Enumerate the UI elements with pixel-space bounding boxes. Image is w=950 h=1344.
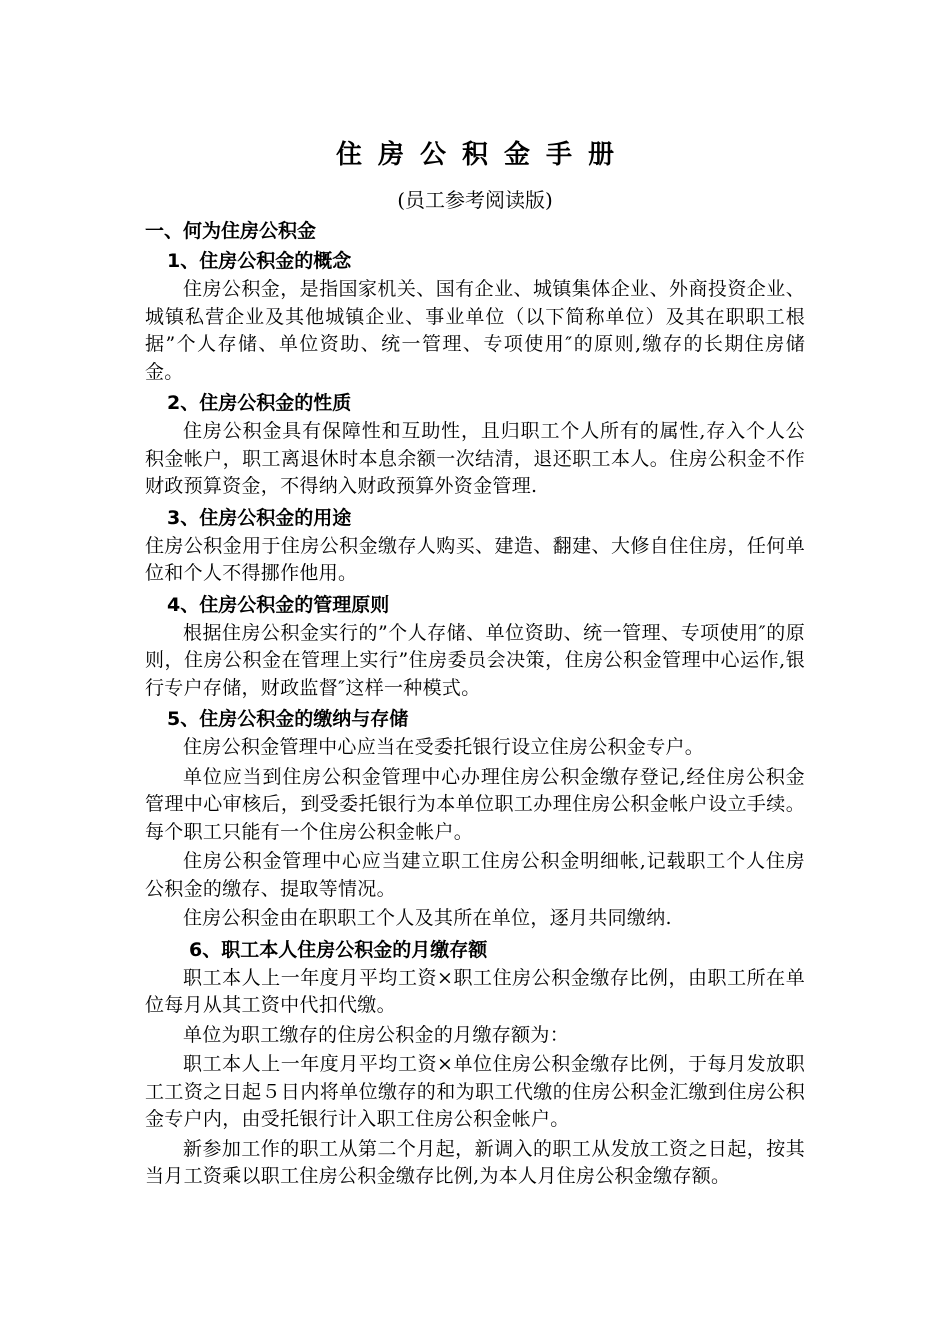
paragraph: 新参加工作的职工从第二个月起，新调入的职工从发放工资之日起，按其当月工资乘以职工住房公积金缴存比例,为本人月住房公积金缴存额。 bbox=[145, 1137, 805, 1187]
paragraph: 住房公积金由在职职工个人及其所在单位，逐月共同缴纳. bbox=[183, 907, 672, 929]
paragraph: 住房公积金管理中心应当建立职工住房公积金明细帐,记载职工个人住房公积金的缴存、提取等情况。 bbox=[145, 850, 805, 900]
section-heading-1: 一、何为住房公积金 bbox=[145, 220, 317, 242]
paragraph: 职工本人上一年度月平均工资×职工住房公积金缴存比例，由职工所在单位每月从其工资中代扣代缴。 bbox=[145, 966, 805, 1016]
paragraph: 住房公积金管理中心应当在受委托银行设立住房公积金专户。 bbox=[183, 736, 705, 758]
paragraph: 住房公积金，是指国家机关、国有企业、城镇集体企业、外商投资企业、城镇私营企业及其他城镇企业、事业单位（以下简称单位）及其在职职工根据”个人存储、单位资助、统一管理、专项使用″的原则,缴存的长期住房储金。 bbox=[145, 278, 805, 383]
subsection-heading-2: 2、住房公积金的性质 bbox=[167, 392, 352, 414]
document-subtitle: (员工参考阅读版) bbox=[397, 188, 553, 212]
paragraph: 单位为职工缴存的住房公积金的月缴存额为： bbox=[183, 1023, 570, 1046]
subsection-heading-6: 6、职工本人住房公积金的月缴存额 bbox=[189, 938, 488, 961]
paragraph: 职工本人上一年度月平均工资×单位住房公积金缴存比例，于每月发放职工工资之日起５日内将单位缴存的和为职工代缴的住房公积金汇缴到住房公积金专户内，由受托银行计入职工住房公积金帐户。 bbox=[145, 1053, 805, 1130]
paragraph: 根据住房公积金实行的”个人存储、单位资助、统一管理、专项使用″的原则，住房公积金在管理上实行”住房委员会决策，住房公积金管理中心运作,银行专户存储，财政监督″这样一种模式。 bbox=[145, 621, 805, 699]
document-body bbox=[145, 138, 805, 1193]
document-title: 住房公积金手册 bbox=[335, 140, 630, 170]
paragraph: 住房公积金用于住房公积金缴存人购买、建造、翻建、大修自住住房，任何单位和个人不得挪作他用。 bbox=[145, 534, 805, 584]
subsection-heading-4: 4、住房公积金的管理原则 bbox=[167, 593, 390, 616]
subsection-heading-3: 3、住房公积金的用途 bbox=[167, 506, 352, 529]
subsection-heading-5: 5、住房公积金的缴纳与存储 bbox=[167, 708, 409, 730]
subsection-heading-1: 1、住房公积金的概念 bbox=[167, 250, 352, 272]
paragraph: 住房公积金具有保障性和互助性，且归职工个人所有的属性,存入个人公积金帐户，职工离退休时本息余额一次结清，退还职工本人。住房公积金不作财政预算资金，不得纳入财政预算外资金管理. bbox=[145, 420, 805, 497]
paragraph: 单位应当到住房公积金管理中心办理住房公积金缴存登记,经住房公积金管理中心审核后，到受委托银行为本单位职工办理住房公积金帐户设立手续。每个职工只能有一个住房公积金帐户。 bbox=[145, 765, 805, 843]
